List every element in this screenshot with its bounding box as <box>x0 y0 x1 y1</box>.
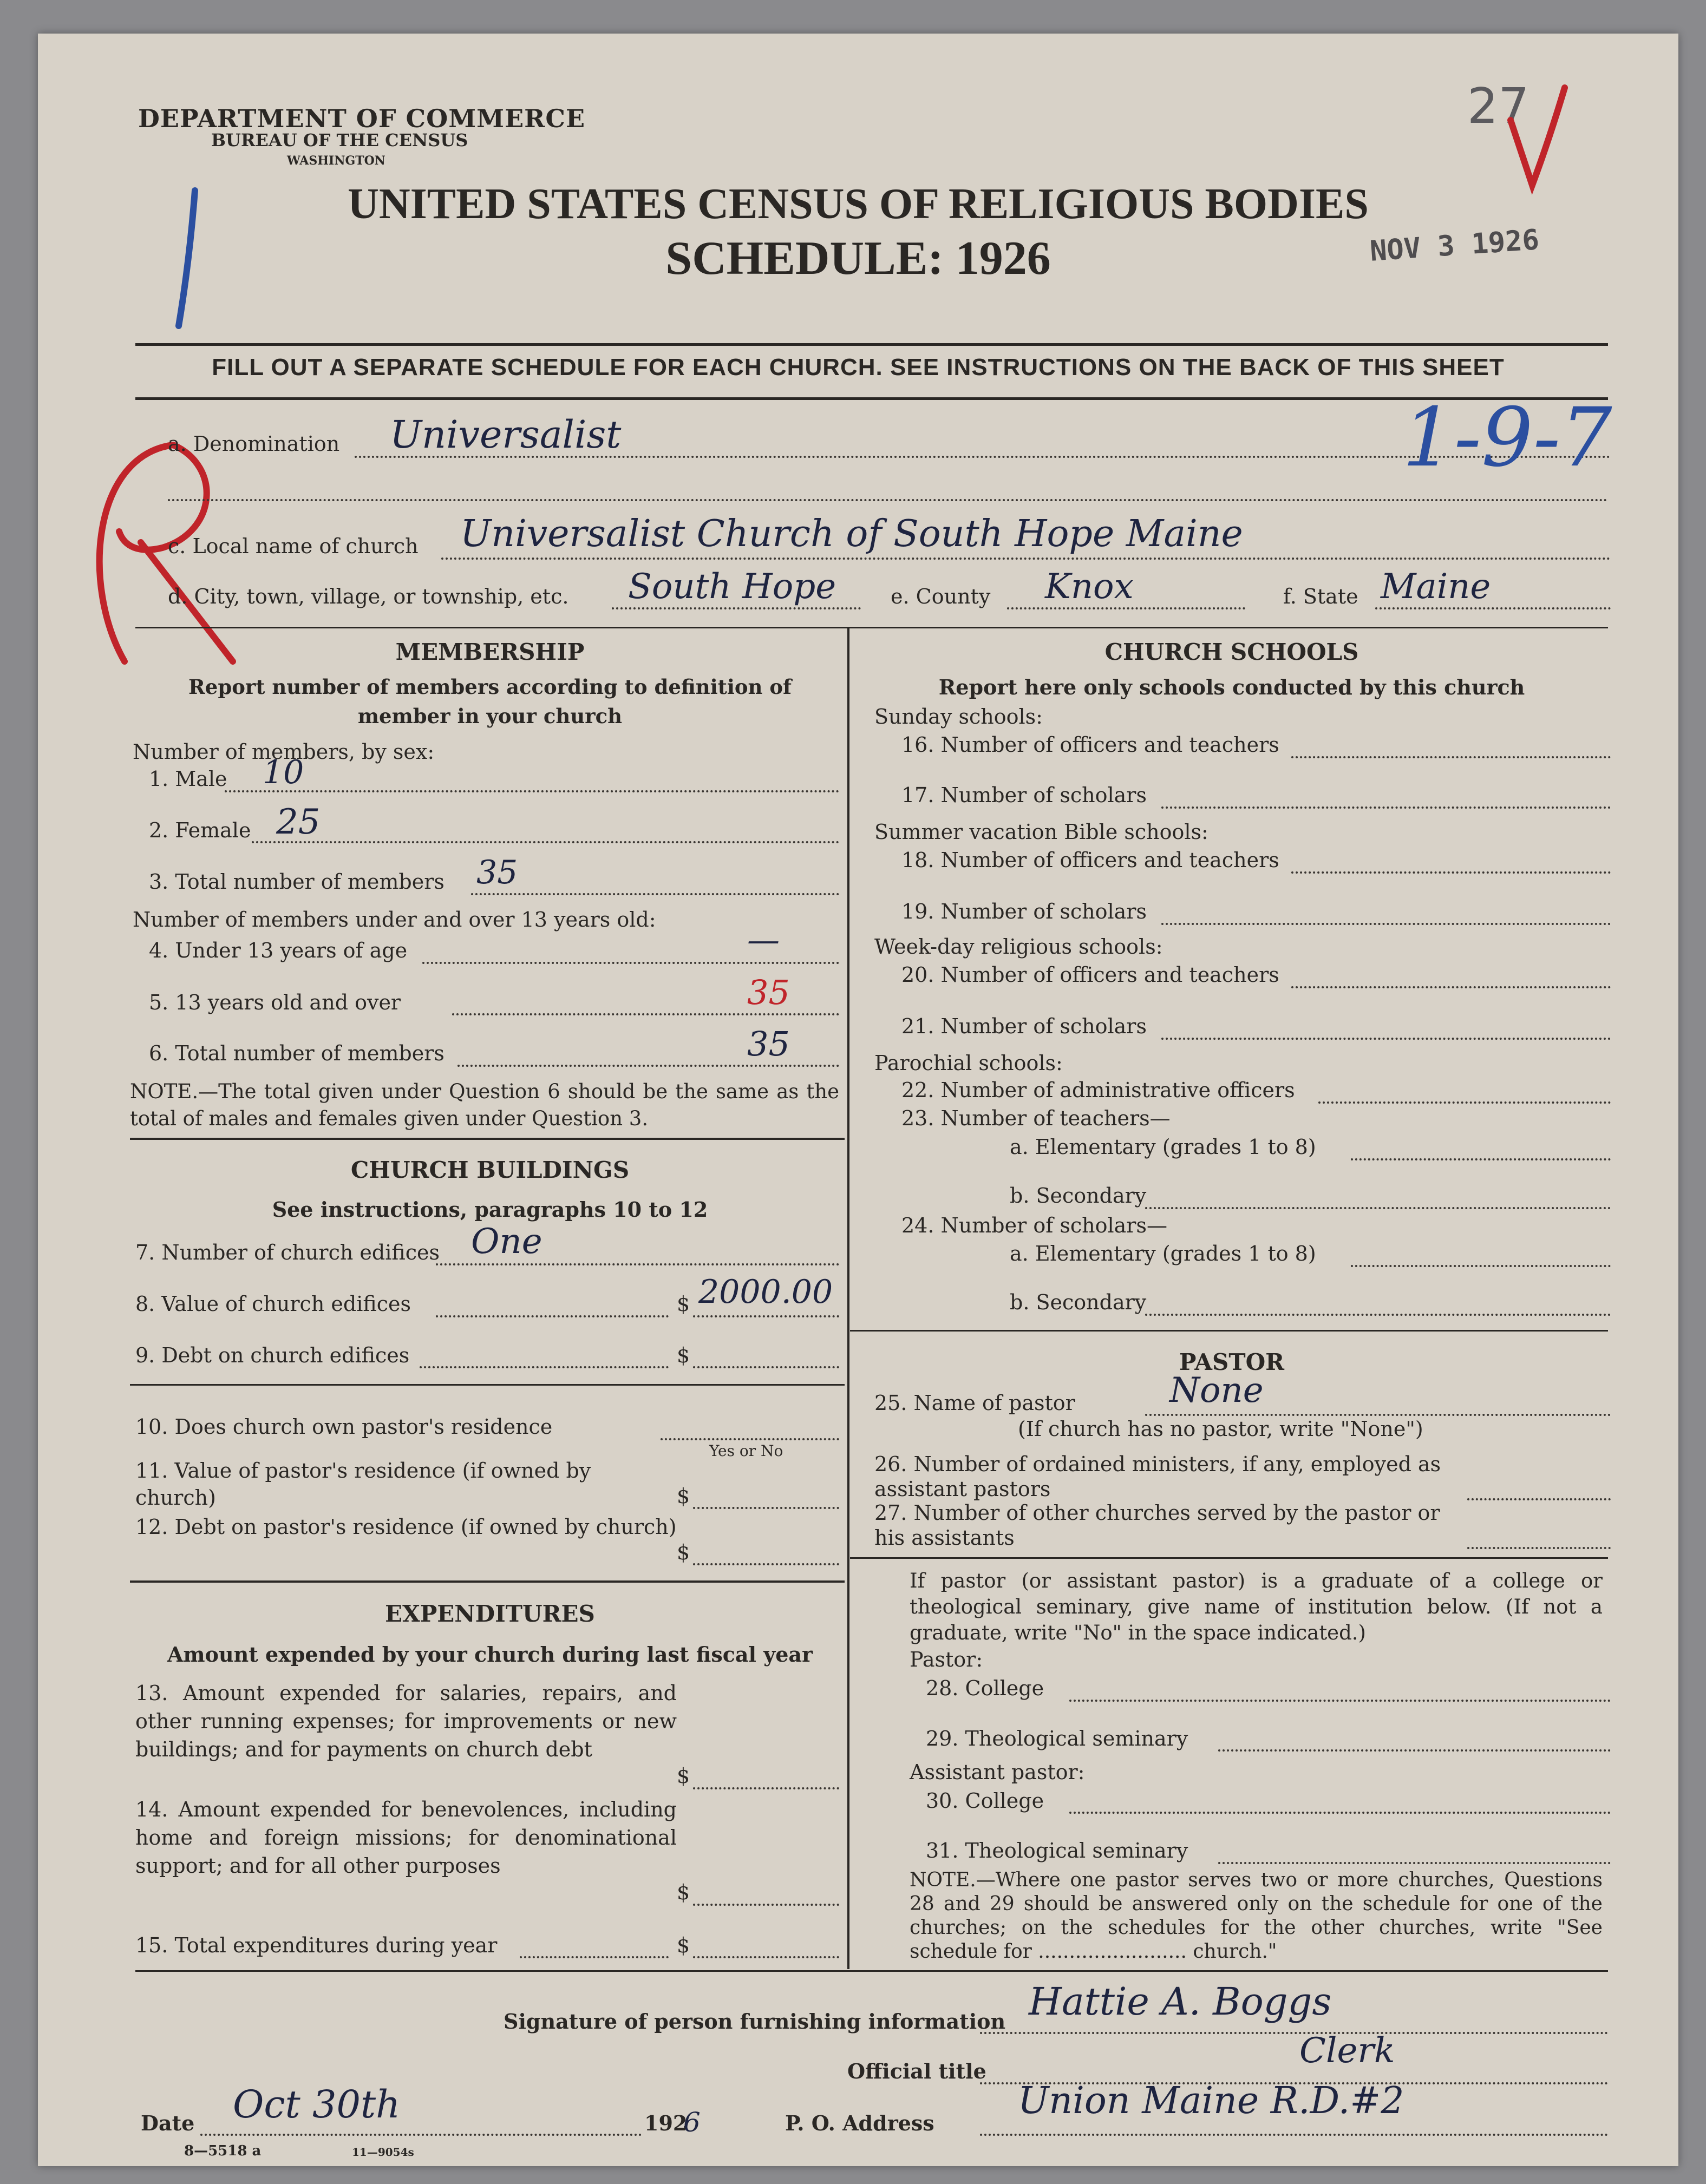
blank-line <box>168 499 1608 501</box>
city-value[interactable]: South Hope <box>628 567 836 607</box>
header-rule-bottom <box>135 397 1608 400</box>
q20-line <box>1291 986 1611 988</box>
grad-rule <box>850 1557 1608 1559</box>
county-label: e. County <box>891 585 991 608</box>
denomination-label: a. Denomination <box>168 432 340 456</box>
pastor-heading: PASTOR <box>1179 1349 1285 1375</box>
q31-label: 31. Theological seminary <box>926 1839 1188 1862</box>
q4-label: 4. Under 13 years of age <box>149 939 408 962</box>
q9-dollar: $ <box>677 1343 690 1367</box>
po-address-label: P. O. Address <box>785 2111 934 2135</box>
state-line <box>1375 607 1611 609</box>
department-heading: DEPARTMENT OF COMMERCE <box>138 104 586 133</box>
buildings-heading: CHURCH BUILDINGS <box>350 1157 630 1183</box>
q1-value[interactable]: 10 <box>263 753 304 791</box>
column-divider <box>847 627 849 1969</box>
year-value[interactable]: 6 <box>683 2107 701 2138</box>
q25-line <box>1145 1414 1611 1416</box>
expenditures-subheading: Amount expended by your church during last fiscal year <box>167 1642 813 1667</box>
q6-value[interactable]: 35 <box>747 1024 790 1064</box>
q13-dollar: $ <box>677 1764 690 1788</box>
date-value[interactable]: Oct 30th <box>233 2082 401 2127</box>
q28-label: 28. College <box>926 1676 1044 1700</box>
year-label: 192 <box>644 2111 688 2135</box>
q8-dollar: $ <box>677 1292 690 1316</box>
official-title-value[interactable]: Clerk <box>1299 2031 1395 2071</box>
pastor-rule <box>850 1330 1608 1332</box>
header-rule-top <box>135 343 1608 346</box>
q5-line <box>452 1013 839 1015</box>
blue-check-mark-icon <box>157 180 233 342</box>
q5-value[interactable]: 35 <box>747 973 790 1012</box>
q19-label: 19. Number of scholars <box>901 900 1147 923</box>
q8-label: 8. Value of church edifices <box>135 1292 411 1316</box>
q21-line <box>1161 1038 1611 1040</box>
q18-line <box>1291 871 1611 874</box>
age-groups-label: Number of members under and over 13 years old: <box>133 908 656 932</box>
signature-line <box>980 2032 1608 2034</box>
bureau-heading: BUREAU OF THE CENSUS <box>211 130 468 150</box>
q25-value[interactable]: None <box>1169 1370 1264 1411</box>
q20-label: 20. Number of officers and teachers <box>901 963 1279 987</box>
q30-line <box>1069 1812 1611 1814</box>
fill-out-instruction: FILL OUT A SEPARATE SCHEDULE FOR EACH CHURCH. SEE INSTRUCTIONS ON THE BACK OF THIS SHEET <box>212 354 1505 381</box>
schedule-title: SCHEDULE: 1926 <box>665 232 1051 285</box>
po-address-value[interactable]: Union Maine R.D.#2 <box>1018 2080 1404 2122</box>
q13-label: 13. Amount expended for salaries, repairs, and other running expenses; for improvements or new buildings; and for payments on church debt <box>135 1681 677 1761</box>
q9-amount-line <box>693 1366 839 1368</box>
q3-value[interactable]: 35 <box>476 854 518 891</box>
q15-label: 15. Total expenditures during year <box>135 1933 498 1957</box>
expenditures-rule <box>130 1580 845 1583</box>
expenditures-heading: EXPENDITURES <box>385 1601 595 1627</box>
q15-dollar: $ <box>677 1933 690 1957</box>
census-schedule-sheet <box>38 34 1678 2166</box>
denomination-value[interactable]: Universalist <box>390 412 622 457</box>
q27-label: 27. Number of other churches served by the pastor or his assistants <box>874 1501 1440 1550</box>
q23-label: 23. Number of teachers— <box>901 1106 1171 1130</box>
q24b-label: b. Secondary <box>1010 1290 1147 1314</box>
city-line <box>612 607 861 609</box>
q12-label: 12. Debt on pastor's residence (if owned by church) <box>135 1515 677 1539</box>
buildings-subheading: See instructions, paragraphs 10 to 12 <box>272 1197 708 1222</box>
county-line <box>1007 607 1245 609</box>
q1-label: 1. Male <box>149 767 227 791</box>
q23b-label: b. Secondary <box>1010 1184 1147 1208</box>
q10-label: 10. Does church own pastor's residence <box>135 1415 553 1439</box>
q15-amount-line <box>693 1956 839 1958</box>
q11-amount-line <box>693 1507 839 1509</box>
q12-amount-line <box>693 1563 839 1565</box>
signature-value[interactable]: Hattie A. Boggs <box>1029 1979 1332 2024</box>
q14-label: 14. Amount expended for benevolences, including home and foreign missions; for denominational support; and for all other purposes <box>135 1798 677 1878</box>
section-rule <box>135 627 1608 628</box>
q29-label: 29. Theological seminary <box>926 1727 1188 1750</box>
q16-label: 16. Number of officers and teachers <box>901 733 1279 757</box>
q27-line <box>1467 1547 1611 1549</box>
q8-line <box>436 1315 669 1317</box>
pastor-note: NOTE.—Where one pastor serves two or more churches, Questions 28 and 29 should be answered only on the schedule for one of the churches; on the schedules for the other churches, write "See schedule for ........................ church." <box>910 1869 1603 1963</box>
q6-label: 6. Total number of members <box>149 1041 445 1065</box>
q19-line <box>1161 923 1611 925</box>
membership-subheading: Report number of members according to definition of member in your church <box>188 675 792 728</box>
graduate-instructions: If pastor (or assistant pastor) is a graduate of a college or theological seminary, give name of institution below. (If not a graduate, write "No" in the space indicated.) <box>910 1569 1603 1644</box>
q12-dollar: $ <box>677 1540 690 1564</box>
county-value[interactable]: Knox <box>1045 567 1134 607</box>
form-title: UNITED STATES CENSUS OF RELIGIOUS BODIES <box>348 180 1369 228</box>
q14-amount-line <box>693 1904 839 1906</box>
q14-dollar: $ <box>677 1880 690 1904</box>
date-label: Date <box>141 2111 195 2135</box>
form-number: 8—5518 a <box>184 2143 262 2159</box>
date-line <box>200 2134 642 2136</box>
state-label: f. State <box>1283 585 1358 608</box>
q6-line <box>457 1065 839 1067</box>
q22-line <box>1318 1101 1611 1104</box>
q4-value[interactable]: — <box>747 921 780 959</box>
q11-label: 11. Value of pastor's residence (if owned by church) <box>135 1459 591 1510</box>
schools-heading: CHURCH SCHOOLS <box>1104 639 1359 665</box>
q8-amount-line <box>693 1315 839 1317</box>
q23b-line <box>1145 1207 1611 1209</box>
signature-label: Signature of person furnishing information <box>504 2009 1006 2034</box>
q17-line <box>1161 806 1611 809</box>
q24a-line <box>1351 1265 1611 1267</box>
q9-line <box>420 1366 669 1368</box>
yes-no-hint: Yes or No <box>709 1442 783 1460</box>
local-name-line <box>441 558 1611 560</box>
q23a-label: a. Elementary (grades 1 to 8) <box>1010 1135 1316 1159</box>
q24b-line <box>1145 1314 1611 1316</box>
q22-label: 22. Number of administrative officers <box>901 1078 1295 1102</box>
q18-label: 18. Number of officers and teachers <box>901 848 1279 872</box>
q5-label: 5. 13 years old and over <box>149 991 401 1014</box>
parochial-schools-label: Parochial schools: <box>874 1051 1063 1075</box>
membership-rule <box>130 1138 845 1140</box>
q29-line <box>1218 1749 1611 1752</box>
q28-line <box>1069 1700 1611 1702</box>
q1-line <box>225 790 839 792</box>
received-date-stamp: NOV 3 1926 <box>1369 224 1540 268</box>
q24a-label: a. Elementary (grades 1 to 8) <box>1010 1242 1316 1265</box>
q24-label: 24. Number of scholars— <box>901 1214 1167 1237</box>
members-by-sex-label: Number of members, by sex: <box>133 740 435 764</box>
q13-amount-line <box>693 1787 839 1789</box>
q26-line <box>1467 1498 1611 1500</box>
sunday-schools-label: Sunday schools: <box>874 705 1043 729</box>
q16-line <box>1291 756 1611 758</box>
corner-number: 27 <box>1467 78 1529 135</box>
local-name-label: c. Local name of church <box>168 534 419 558</box>
weekday-schools-label: Week-day religious schools: <box>874 935 1163 959</box>
q15-line <box>520 1956 669 1958</box>
q25-label: 25. Name of pastor <box>874 1391 1075 1415</box>
buildings-rule <box>130 1384 845 1386</box>
q7-label: 7. Number of church edifices <box>135 1241 440 1264</box>
q7-value[interactable]: One <box>471 1222 542 1262</box>
local-name-value[interactable]: Universalist Church of South Hope Maine <box>460 513 1243 555</box>
assistant-pastor-label: Assistant pastor: <box>910 1760 1085 1784</box>
q2-label: 2. Female <box>149 818 251 842</box>
summer-schools-label: Summer vacation Bible schools: <box>874 820 1208 844</box>
po-address-line <box>980 2134 1608 2136</box>
city-label: d. City, town, village, or township, etc. <box>168 585 569 608</box>
footer-rule <box>135 1970 1608 1972</box>
q11-dollar: $ <box>677 1484 690 1508</box>
pastor-label: Pastor: <box>910 1648 983 1671</box>
q3-label: 3. Total number of members <box>149 870 445 894</box>
q7-line <box>436 1263 839 1265</box>
q8-value[interactable]: 2000.00 <box>698 1273 833 1311</box>
q2-value[interactable]: 25 <box>276 802 321 842</box>
red-check-mark-icon <box>1500 77 1576 207</box>
official-title-label: Official title <box>847 2059 986 2083</box>
print-number: 11—9054s <box>352 2146 414 2159</box>
membership-note: NOTE.—The total given under Question 6 should be the same as the total of males and females given under Question 3. <box>130 1080 839 1130</box>
city-heading: WASHINGTON <box>287 154 385 168</box>
q25-note: (If church has no pastor, write "None") <box>1018 1417 1423 1441</box>
q21-label: 21. Number of scholars <box>901 1014 1147 1038</box>
q30-label: 30. College <box>926 1789 1044 1813</box>
state-value[interactable]: Maine <box>1381 567 1491 607</box>
q3-line <box>471 893 839 895</box>
q23a-line <box>1351 1158 1611 1160</box>
q26-label: 26. Number of ordained ministers, if any, employed as assistant pastors <box>874 1452 1441 1501</box>
schools-subheading: Report here only schools conducted by this church <box>938 675 1525 699</box>
classification-code: 1-9-7 <box>1402 391 1612 485</box>
q4-line <box>422 962 839 964</box>
q31-line <box>1218 1862 1611 1864</box>
q2-line <box>252 841 839 843</box>
q10-line <box>661 1438 839 1440</box>
q9-label: 9. Debt on church edifices <box>135 1343 410 1367</box>
q17-label: 17. Number of scholars <box>901 783 1147 807</box>
membership-heading: MEMBERSHIP <box>395 639 585 665</box>
